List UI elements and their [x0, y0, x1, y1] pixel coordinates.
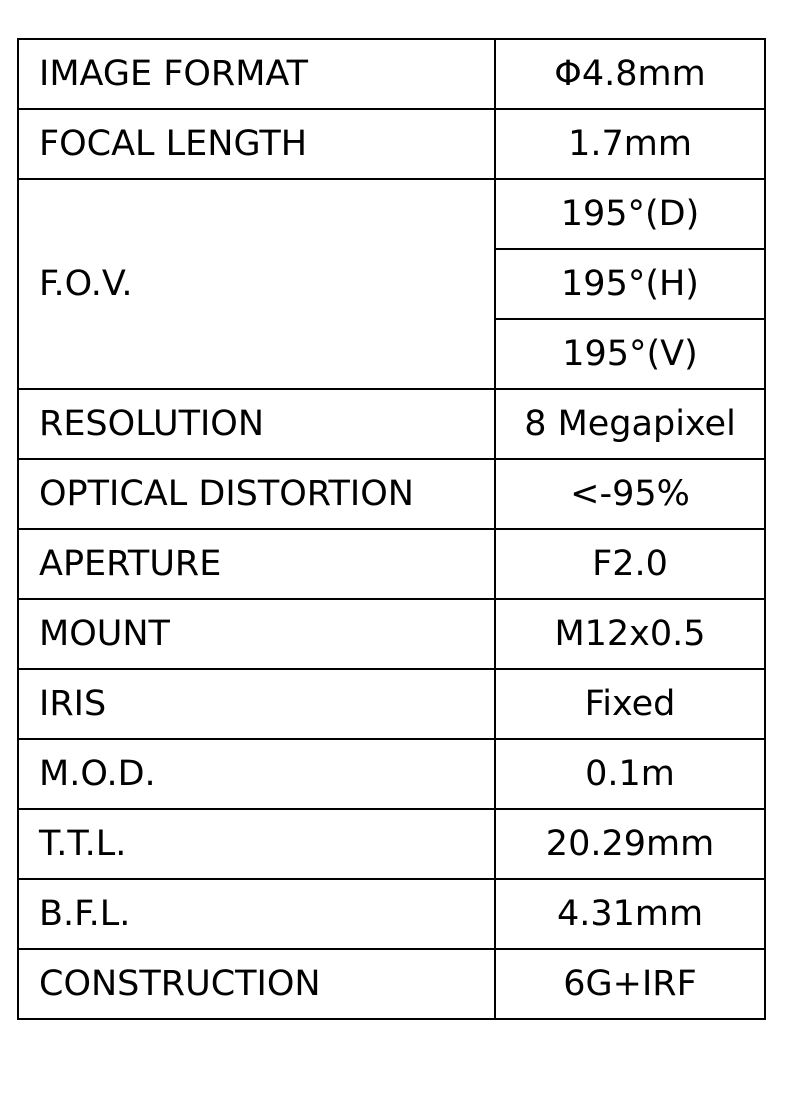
spec-value: Fixed [495, 669, 765, 739]
spec-value: M12x0.5 [495, 599, 765, 669]
spec-row-ttl [18, 809, 765, 879]
spec-row-mount [18, 599, 765, 669]
spec-label: MOUNT [18, 599, 495, 669]
spec-value: F2.0 [495, 529, 765, 599]
spec-value: 195°(V) [495, 319, 765, 389]
spec-value: 8 Megapixel [495, 389, 765, 459]
spec-row-image-format [18, 39, 765, 109]
spec-row-optical-distortion [18, 459, 765, 529]
spec-label: IRIS [18, 669, 495, 739]
spec-row-aperture [18, 529, 765, 599]
spec-label: FOCAL LENGTH [18, 109, 495, 179]
spec-value: 4.31mm [495, 879, 765, 949]
spec-value: <-95% [495, 459, 765, 529]
spec-row-focal-length [18, 109, 765, 179]
spec-row-construction [18, 949, 765, 1019]
spec-label: T.T.L. [18, 809, 495, 879]
spec-label: OPTICAL DISTORTION [18, 459, 495, 529]
spec-label: APERTURE [18, 529, 495, 599]
spec-row-iris [18, 669, 765, 739]
spec-value: Φ4.8mm [495, 39, 765, 109]
spec-value: 195°(D) [495, 179, 765, 249]
spec-label: M.O.D. [18, 739, 495, 809]
spec-label: F.O.V. [18, 179, 495, 389]
spec-value: 6G+IRF [495, 949, 765, 1019]
lens-spec-table [17, 38, 766, 1020]
spec-row-fov-diagonal [18, 179, 765, 249]
spec-row-bfl [18, 879, 765, 949]
spec-label: IMAGE FORMAT [18, 39, 495, 109]
spec-label: CONSTRUCTION [18, 949, 495, 1019]
spec-value: 1.7mm [495, 109, 765, 179]
spec-row-mod [18, 739, 765, 809]
spec-row-resolution [18, 389, 765, 459]
spec-label: B.F.L. [18, 879, 495, 949]
spec-value: 20.29mm [495, 809, 765, 879]
spec-label: RESOLUTION [18, 389, 495, 459]
spec-value: 0.1m [495, 739, 765, 809]
spec-value: 195°(H) [495, 249, 765, 319]
